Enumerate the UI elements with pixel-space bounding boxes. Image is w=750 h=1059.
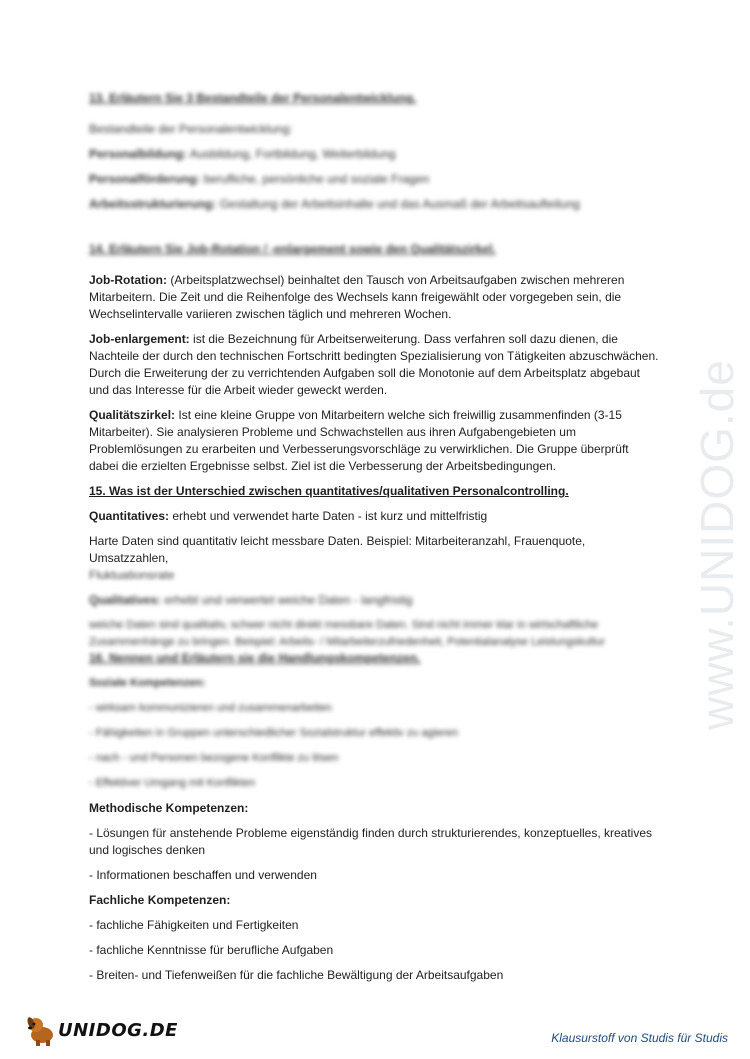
section-16 [89, 650, 659, 992]
section-13-item [89, 196, 659, 213]
qualitatives-line [89, 592, 659, 609]
term-label: Quantitatives: [89, 509, 170, 523]
section-14-item [89, 272, 659, 323]
term-label: Job-Rotation: [89, 273, 167, 287]
quantitatives-line [89, 508, 659, 525]
list-item: - Fähigkeiten in Gruppen unterschiedlicher Sozialstruktur effektiv zu agieren [89, 727, 459, 739]
list-item: - Informationen beschaffen und verwenden [89, 868, 317, 882]
soft-data-line: weiche Daten sind qualitativ, schwer nicht direkt messbare Daten. Sind nicht immer klar in wirtschaftliche Zusammenhänge zu bringen. Beispiel: Arbeits- / Mitarbeiterzufriedenheit, Potentialanalyse Leistungskultur [89, 619, 606, 648]
term-label: Qualitatives: [89, 593, 162, 607]
list-item: - fachliche Kenntnisse für berufliche Aufgaben [89, 943, 334, 957]
term-text: erhebt und verwendet harte Daten - ist kurz und mittelfristig [169, 509, 488, 523]
section-14-heading: 14. Erläutern Sie Job-Rotation / -enlargement sowie den Qualitätszirkel. [89, 242, 496, 256]
section-15-heading: 15. Was ist der Unterschied zwischen quantitatives/qualitativen Personalcontrolling. [89, 484, 569, 498]
term-text: (Arbeitsplatzwechsel) beinhaltet den Tausch von Arbeitsaufgaben zwischen mehreren Mitarbeitern. Die Zeit und die Reihenfolge des Wechsels kann freigewählt oder vorgegeben sein, die Wechselintervalle variieren zwischen täglich und mehreren Wochen. [89, 273, 625, 321]
term-text: Gestaltung der Arbeitsinhalte und das Ausmaß der Arbeitsaufteilung [216, 197, 580, 211]
watermark: www.UNIDOG.de [691, 359, 743, 730]
list-item: - wirksam kommunizieren und zusammenarbeiten [89, 702, 332, 714]
term-label: Personalbildung: [89, 147, 188, 161]
footer-tagline: Klausurstoff von Studis für Studis [551, 1031, 728, 1045]
list-item: - nach - und Personen bezogene Konflikte zu lösen [89, 752, 339, 764]
logo-text: UNIDOG.DE [58, 1019, 178, 1041]
section-13-item [89, 146, 659, 163]
term-label: Personalförderung: [89, 172, 201, 186]
section-16-heading: 16. Nennen und Erläutern sie die Handlungskompetenzen. [89, 651, 421, 665]
social-competence-title: Soziale Kompetenzen: [89, 677, 206, 689]
term-text: erhebt und verwertet weiche Daten - langfristig [161, 593, 413, 607]
section-14-item [89, 407, 659, 475]
term-text: Ist eine kleine Gruppe von Mitarbeitern welche sich freiwillig zusammenfinden (3-15 Mitarbeiter). Sie analysieren Probleme und Schwachstellen aus ihren Aufgabengebieten um Problemlösungen zu erarbeiten und Verbesserungsvorschläge zu verwirklichen. Die Gruppe überprüft dabei die erzielten Ergebnisse selbst. Ziel ist die Verbesserung der Arbeitsbedingungen. [89, 408, 629, 473]
unidog-logo [24, 1013, 178, 1047]
fach-competence-title: Fachliche Kompetenzen: [89, 893, 231, 907]
term-label: Qualitätszirkel: [89, 408, 176, 422]
term-text: Ausbildung, Fortbildung, Weiterbildung [187, 147, 396, 161]
section-13-intro: Bestandteile der Personalentwicklung: [89, 122, 293, 136]
term-text: ist die Bezeichnung für Arbeitserweiterung. Dass verfahren soll dazu dienen, die Nachteile der durch den technischen Fortschritt bedingten Spezialisierung von Tätigkeiten abzuschwächen. Durch die Erweiterung der zu verrichtenden Aufgaben soll die Monotonie auf dem Arbeitsplatz abgebaut und das Interesse für die Arbeit wieder geweckt werden. [89, 332, 659, 397]
section-14-item [89, 331, 659, 399]
dog-icon [24, 1013, 58, 1047]
list-item: - Breiten- und Tiefenweißen für die fachliche Bewältigung der Arbeitsaufgaben [89, 968, 504, 982]
term-label: Arbeitsstrukturierung: [89, 197, 217, 211]
method-competence-title: Methodische Kompetenzen: [89, 801, 249, 815]
list-item: - Effektiver Umgang mit Konflikten [89, 777, 256, 789]
list-item: - Lösungen für anstehende Probleme eigenständig finden durch strukturierendes, konzeptuelles, kreatives und logisches denken [89, 826, 653, 857]
hard-data-line-cont: Fluktuationsrate [89, 568, 175, 582]
term-label: Job-enlargement: [89, 332, 190, 346]
section-14 [89, 241, 659, 659]
term-text: berufliche, persönliche und soziale Fragen [200, 172, 430, 186]
section-13-heading: 13. Erläutern Sie 3 Bestandteile der Personalentwicklung. [89, 91, 417, 105]
section-13 [89, 90, 659, 221]
list-item: - fachliche Fähigkeiten und Fertigkeiten [89, 918, 299, 932]
hard-data-line: Harte Daten sind quantitativ leicht messbare Daten. Beispiel: Mitarbeiteranzahl, Frauenquote, Umsatzzahlen, [89, 534, 586, 565]
section-13-item [89, 171, 659, 188]
